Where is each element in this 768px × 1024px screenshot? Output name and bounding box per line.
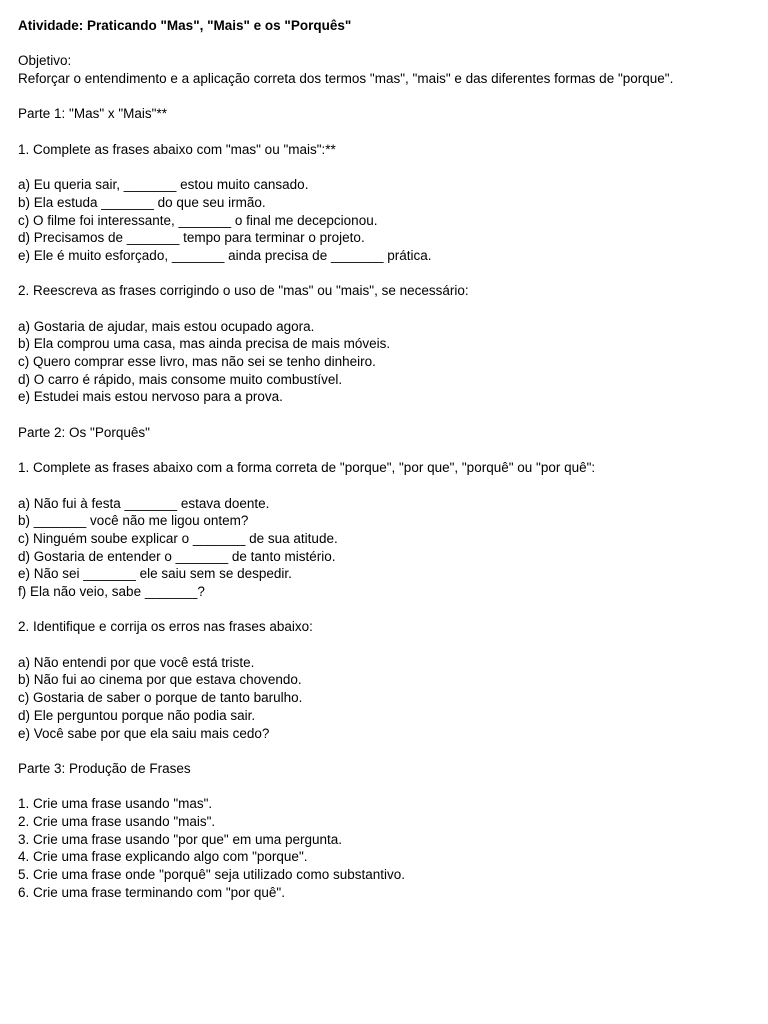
spacer xyxy=(18,159,758,177)
part2-heading: Parte 2: Os "Porquês" xyxy=(18,424,150,440)
list-item: 4. Crie uma frase explicando algo com "porque". xyxy=(18,849,308,865)
list-item: 3. Crie uma frase usando "por que" em uma pergunta. xyxy=(18,831,343,847)
spacer xyxy=(18,406,758,424)
list-item: a) Gostaria de ajudar, mais estou ocupado agora. xyxy=(18,318,315,334)
document-page xyxy=(18,17,758,901)
list-item: d) Ele perguntou porque não podia sair. xyxy=(18,707,256,723)
spacer xyxy=(18,35,758,53)
list-item: c) O filme foi interessante, _______ o final me decepcionou. xyxy=(18,212,378,228)
spacer xyxy=(18,477,758,495)
spacer xyxy=(18,778,758,796)
objective-heading: Objetivo: xyxy=(18,53,72,69)
spacer xyxy=(18,442,758,460)
list-item: 6. Crie uma frase terminando com "por quê". xyxy=(18,884,285,900)
part1-q2-prompt: 2. Reescreva as frases corrigindo o uso de "mas" ou "mais", se necessário: xyxy=(18,283,469,299)
list-item: f) Ela não veio, sabe _______? xyxy=(18,584,205,599)
spacer xyxy=(18,742,758,760)
document-title: Atividade: Praticando "Mas", "Mais" e os "Porquês" xyxy=(18,18,352,33)
list-item: a) Eu queria sair, _______ estou muito cansado. xyxy=(18,177,309,193)
list-item: c) Quero comprar esse livro, mas não sei se tenho dinheiro. xyxy=(18,354,376,370)
spacer xyxy=(18,601,758,619)
list-item: d) Precisamos de _______ tempo para terminar o projeto. xyxy=(18,230,365,246)
part2-q2-prompt: 2. Identifique e corrija os erros nas frases abaixo: xyxy=(18,619,313,635)
spacer xyxy=(18,88,758,106)
spacer xyxy=(18,300,758,318)
list-item: b) Ela estuda _______ do que seu irmão. xyxy=(18,194,266,210)
list-item: c) Gostaria de saber o porque de tanto barulho. xyxy=(18,690,303,706)
spacer xyxy=(18,636,758,654)
list-item: 2. Crie uma frase usando "mais". xyxy=(18,813,216,829)
list-item: d) Gostaria de entender o _______ de tanto mistério. xyxy=(18,548,336,564)
list-item: c) Ninguém soube explicar o _______ de sua atitude. xyxy=(18,530,338,546)
objective-text: Reforçar o entendimento e a aplicação correta dos termos "mas", "mais" e das diferentes formas de "porque". xyxy=(18,71,674,87)
list-item: e) Estudei mais estou nervoso para a prova. xyxy=(18,389,283,405)
list-item: b) Ela comprou uma casa, mas ainda precisa de mais móveis. xyxy=(18,336,391,352)
list-item: e) Você sabe por que ela saiu mais cedo? xyxy=(18,725,270,741)
spacer xyxy=(18,265,758,283)
list-item: d) O carro é rápido, mais consome muito combustível. xyxy=(18,371,343,387)
list-item: a) Não entendi por que você está triste. xyxy=(18,654,255,670)
list-item: b) _______ você não me ligou ontem? xyxy=(18,513,249,529)
part3-heading: Parte 3: Produção de Frases xyxy=(18,760,191,776)
list-item: 1. Crie uma frase usando "mas". xyxy=(18,796,213,812)
part2-q1-prompt: 1. Complete as frases abaixo com a forma correta de "porque", "por que", "porquê" ou "por quê": xyxy=(18,460,596,476)
list-item: e) Não sei _______ ele saiu sem se despedir. xyxy=(18,566,292,582)
list-item: b) Não fui ao cinema por que estava chovendo. xyxy=(18,672,302,688)
part1-q1-prompt: 1. Complete as frases abaixo com "mas" ou "mais":** xyxy=(18,141,336,157)
list-item: 5. Crie uma frase onde "porquê" seja utilizado como substantivo. xyxy=(18,867,406,882)
list-item: a) Não fui à festa _______ estava doente. xyxy=(18,495,270,511)
spacer xyxy=(18,123,758,141)
part1-heading: Parte 1: "Mas" x "Mais"** xyxy=(18,106,167,122)
list-item: e) Ele é muito esforçado, _______ ainda precisa de _______ prática. xyxy=(18,247,432,263)
